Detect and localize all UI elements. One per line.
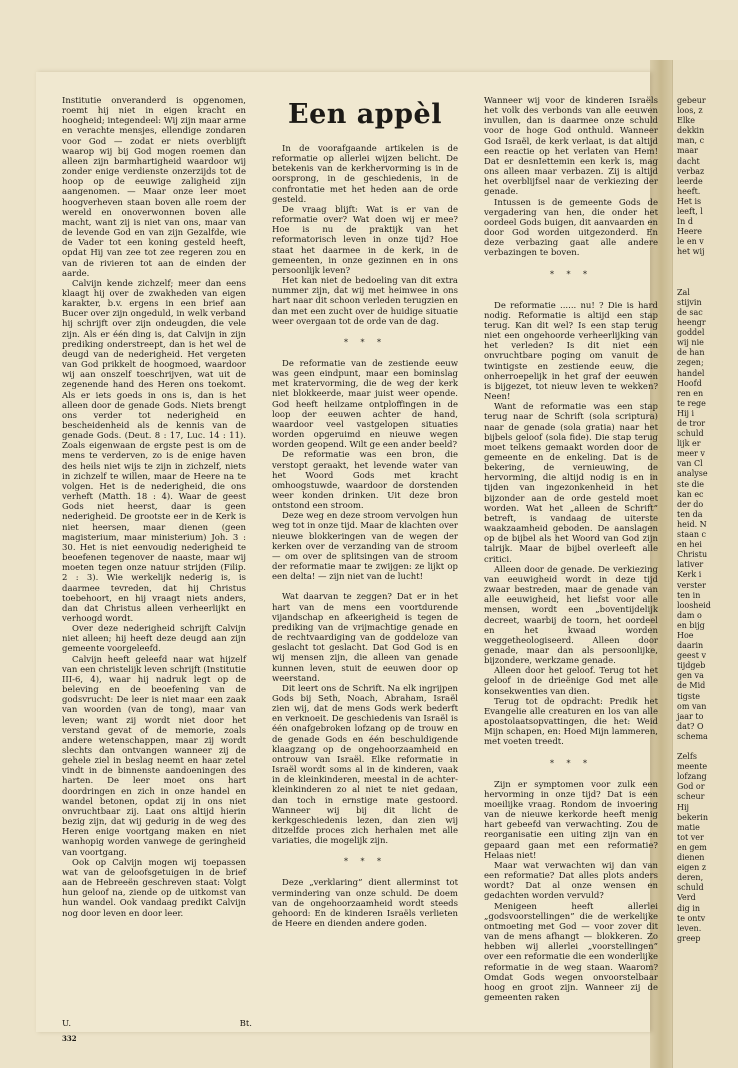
next-page-fragment: leerde [677,176,703,186]
paragraph: De vraag blijft: Wat is er van de reformatie over? Wat doen wij er mee? Hoe is nu de praktijk van het reformatorisch leven in onze tijd? Hoe staat het daarmee in de kerk, in de gemeenten, in onze gezinnen en in ons persoonlijk leven? [272,204,458,276]
next-page-fragment [677,278,738,288]
next-page-fragment: Hoe [677,630,694,640]
next-page-sheet [672,60,738,1068]
paragraph: Institutie onveranderd is opgenomen, roemt hij niet in eigen kracht en hoogheid; integendeel: Wij zijn maar arme en verachte mensjes, ellendige zondaren voor God — zodat er niets overblijft waarop wij bij God mogen roemen dan alleen zijn barmhartigheid waardoor wij zonder enige verdienste onzerzijds tot de hoop op de eeuwige zaligheid zijn aangenomen. — Maar onze leer moet hoogverheven staan boven alle roem der wereld en onoverwonnen boven alle macht, want zij is niet van ons, maar van de levende God en van zijn Gezalfde, wie de Vader tot een koning gesteld heeft, opdat Hij van zee tot zee regeren zou en van de rivieren tot aan de einden der aarde. [62,96,246,279]
next-page-fragment: van Cl [677,459,703,469]
next-page-fragment: verbaz [677,166,705,176]
next-page-fragment: der do [677,499,704,509]
next-page-fragment: de han [677,348,705,358]
paragraph: Calvijn heeft geleefd naar wat hijzelf van een christelijk leven schrijft (Institutie III-6, 4), waar hij nadruk legt op de beleving en de beoefening van de godsvrucht: De leer is niet maar een zaak van woorden (van de tong), maar van leven; want zij wordt niet door het verstand gevat of de memorie, zoals andere wetenschappen, maar zij wordt slechts dan ontvangen wanneer zij de gehele ziel in beslag neemt en haar zetel vindt in de binnenste aandoeningen des harten. De leer moet ons hart doordringen en zich in onze handel en wandel betonen, opdat zij in ons niet onvruchtbaar zij. Laat ons altijd hierin bezig zijn, dat wij gedurig in de weg des Heren enige voortgang maken en niet wanhopig worden vanwege de geringheid van voortgang. [62,654,246,858]
section-divider: * * * [343,337,387,347]
paragraph: Terug tot de opdracht: Predik het Evangelie alle creaturen en los van alle apostolaatsopvattingen, die het: Weid Mijn schapen, en: Hoed Mijn lammeren, met voeten treedt. [484,696,658,748]
next-page-fragment: Het is [677,196,702,206]
next-page-fragment: te rege [677,398,706,408]
next-page-fragment: daarin [677,641,704,651]
section-divider: * * * [343,857,387,867]
next-page-fragment: Zelfs [677,752,697,762]
column-2 [272,96,458,929]
next-page-fragment: le en v [677,237,704,247]
paragraph: In de voorafgaande artikelen is de reformatie op allerlei wijzen belicht. De betekenis van de kerkhervorming is in de oorsprong, in de geschiedenis, in de confrontatie met het heden aan de orde gesteld. [272,144,458,205]
next-page-fragment: Kerk i [677,570,702,580]
next-page-fragment: dam o [677,610,702,620]
next-page-fragment: Zal [677,287,690,297]
paragraph: Alleen door de genade. De verkiezing van eeuwigheid wordt in deze tijd zwaar bestreden, maar de genade van alle eeuwigheid, het liefst voor alle mensen, wordt een „boventijdelijk decreet, waarbij de toorn, het oordeel en het kwaad worden weggetheologiseerd. Alleen door genade, maar dan als persoonlijke, bijzondere, werkzame genade. [484,564,658,667]
next-page-fragment: In d [677,217,693,227]
next-page-fragment: handel [677,368,705,378]
paragraph: Want de reformatie was een stap terug naar de Schrift (sola scriptura) naar de genade (sola gratia) naar het bijbels geloof (sola fide). Die stap terug moet telkens gemaakt worden door de gemeente en de enkeling. Dat is de bekering, de vernieuwing, de hervorming, die altijd nodig is en in tijden van ingezonkenheid in het bijzonder aan de orde gesteld moet worden. Wat het „alleen de Schrift” betreft, is vandaag de uiterste waakzaamheid geboden. De aanslagen op de bijbel als het Woord van God zijn talrijk. Maar de bijbel overleeft alle critici. [484,402,658,565]
next-page-fragment: gebeur [677,96,706,105]
paragraph: Zijn er symptomen voor zulk een hervorming in onze tijd? Dat is een moeilijke vraag. Rondom de invoering van de nieuwe kerkorde heeft menig hart gebeefd van verwachting. Zou de reorganisatie een uiting zijn van en gepaard gaan met een reformatie? Helaas niet! [484,779,658,861]
next-page-fragment: en bijg [677,620,705,630]
next-page-fragment: schuld [677,883,704,893]
next-page-fragment: om van [677,701,707,711]
next-page-text-fragments [673,60,738,944]
next-page-fragment: te ontv [677,913,706,923]
next-page-fragment: dat? O [677,721,704,731]
next-page-fragment: matie [677,822,700,832]
paragraph: Wat daarvan te zeggen? Dat er in het hart van de mens een voortdurende vijandschap en afkeerigheid is tegen de prediking van de vrijmachtige genade en de rechtvaardiging van de goddeloze van geslacht tot geslacht. Dat God God is en wij mensen zijn, die alleen van genade kunnen leven, stuit de eeuwen door op weerstand. [272,592,458,684]
next-page-fragment: jaar to [677,711,704,721]
paragraph: Ook op Calvijn mogen wij toepassen wat van de geloofsgetuigen in de brief aan de Hebreeën geschreven staat: Volgt hun geloof na, ziende op de uitkomst van hun wandel. Ook vandaag predikt Calvijn nog door leven en door leer. [62,857,246,919]
next-page-fragment: ten in [677,590,701,600]
next-page-fragment: zegen; [677,358,704,368]
paragraph: Intussen is de gemeente Gods de vergadering van hen, die onder het oordeel Gods buigen, dit aanvaarden en door God worden uitgezonderd. En deze verbazing gaat alle andere verbazingen te boven. [484,197,658,259]
paragraph: De reformatie ...... nu! ? Die is hard nodig. Reformatie is altijd een stap terug. Kan dit wel? Is een stap terug niet een ongehoorde verheerlijking van het verleden? Is dit niet een onvruchtbare poging om vanuit de twintigste en zestiende eeuw, die onherroepelijk in het graf der eeuwen is bijgezet, tot nieuw leven te wekken? Neen! [484,300,658,403]
next-page-fragment: en gem [677,842,707,852]
next-page-fragment: heengr [677,318,706,328]
next-page-fragment: staan c [677,530,707,540]
next-page-fragment: ste die [677,479,705,489]
next-page-fragment: tijdgeb [677,661,706,671]
next-page-fragment: meer v [677,449,705,459]
next-page-fragment: meente [677,762,708,772]
paragraph: Deze weg en deze stroom vervolgen hun weg tot in onze tijd. Maar de klachten over nieuwe blokkeringen van de wegen der kerken over de verzanding van de stroom — om over de splitsingen van de stroom der reformatie maar te zwijgen: ze lijkt op een delta! — zijn niet van de lucht! [272,511,458,583]
next-page-fragment: Hij i [677,408,695,418]
next-page-fragment: ten da [677,509,703,519]
next-page-fragment: Elke [677,116,695,126]
next-page-fragment: heid. N [677,519,707,529]
next-page-fragment [677,258,738,268]
next-page-fragment: ren en [677,388,704,398]
paragraph: Het kan niet de bedoeling van dit extra nummer zijn, dat wij met heimwee in ons hart naar dit schoon verleden terugzien en dan met een zucht over de huidige situatie weer overgaan tot de orde van de dag. [272,276,458,327]
paragraph: Wanneer wij voor de kinderen Israëls het volk des verbonds van alle eeuwen invullen, dan is daarmee onze schuld voor de hoge God onthuld. Wanneer God Israël, de kerk verlaat, is dat altijd een reactie op het verlaten van Hem! Dat er desnIettemin een kerk is, mag ons alleen maar verbazen. Zij is altijd het overblijfsel naar de verkiezing der genade. [484,96,658,198]
next-page-fragment: de tror [677,419,706,428]
next-page-fragment: wij nie [677,338,704,348]
next-page-fragment [677,268,738,278]
next-page-fragment: lijk er [677,439,701,449]
next-page-fragment: de sac [677,307,703,317]
next-page-fragment: Christu [677,550,708,560]
paragraph: De reformatie was een bron, die verstopt geraakt, het levende water van het Woord Gods met kracht omhoogstuwde, waardoor de dorstenden weer konden drinken. Uit deze bron ontstond een stroom. [272,450,458,512]
section-divider: * * * [549,269,593,279]
next-page-fragment: Hij [677,802,690,812]
next-page-fragment: leeft, l [677,207,703,217]
next-page-fragment [677,742,738,752]
paragraph: Alleen door het geloof. Terug tot het geloof in de drieënige God met alle konsekwenties van dien. [484,666,658,697]
next-page-fragment: eigen z [677,863,707,873]
next-page-fragment: dacht [677,156,700,166]
next-page-fragment: tigste [677,691,700,701]
next-page-fragment: dienen [677,853,705,863]
next-page-fragment: man, c [677,136,705,146]
article-title: Een appèl [288,99,442,130]
next-page-fragment: schuld [677,429,704,439]
next-page-fragment: gen va [677,671,704,681]
next-page-fragment: lativer [677,560,704,570]
next-page-fragment: en hei [677,540,702,550]
next-page-fragment: geest v [677,651,706,661]
column-3 [484,96,658,1003]
next-page-fragment: deren, [677,873,704,883]
next-page-fragment: Hoofd [677,378,702,388]
section-divider: * * * [549,758,593,768]
next-page-fragment: stijvin [677,297,702,307]
next-page-fragment: bekerin [677,812,708,822]
next-page-fragment: analyse [677,469,708,479]
next-page-fragment: de Mid [677,681,706,691]
paragraph: Maar wat verwachten wij dan van een reformatie? Dat alles plots anders wordt? Dat al onze wensen en gedachten worden vervuld? [484,860,658,902]
next-page-fragment: God or [677,782,705,792]
next-page-fragment: schema [677,731,708,741]
next-page-fragment: greep [677,933,701,943]
next-page-fragment: scheur [677,792,705,802]
next-page-fragment: tot ver [677,832,704,842]
next-page-fragment: het wij [677,247,705,257]
next-page-fragment: leven. [677,923,702,933]
paragraph: Over deze nederigheid schrijft Calvijn niet alleen; hij heeft deze deugd aan zijn gemeente voorgeleefd. [62,624,246,655]
page-number: 332 [62,1034,77,1043]
next-page-fragment: verster [677,580,706,590]
next-page-fragment: maar [677,146,698,156]
next-page-fragment: Heere [677,227,703,237]
paragraph: Menigeen heeft allerlei „godsvoorstellingen” die de werkelijke ontmoeting met God — voor zover dit van de mens afhangt — blokkeren. Zo hebben wij allerlei „voorstellingen” over een reformatie die een wonderlijke reformatie in de weg staan. Waarom? Omdat Gods wegen onvoorstelbaar hoog en groot zijn. Wanneer zij de gemeenten raken [484,901,658,1003]
next-page-fragment: heeft. [677,186,701,196]
paragraph: Deze „verklaring” dient allerminst tot vermindering van onze schuld. De doem van de ongehoorzaamheid wordt steeds gehoord: En de kinderen Israëls verlieten de Heere en dienden andere goden. [272,878,458,930]
next-page-fragment: loos, z [677,106,703,116]
author-initials [62,1019,252,1029]
next-page-fragment: Verd [677,893,696,903]
initials-right: Bt. [239,1019,252,1029]
paragraph: Calvijn kende zichzelf; meer dan eens klaagt hij over de zwakheden van eigen karakter, b.v. ergens in een brief aan Bucer over zijn ongeduld, in welk verband hij schrijft over zijn ondeugden, die vele zijn. Als er één ding is, dat Calvijn in zijn prediking onderstreept, dan is het wel de deugd van de nederigheid. Het vergeten van God prikkelt de hoogmoed, waardoor wij aan onszelf toeschrijven, wat uit de zegenende hand des Heren ons toekomt. Als er iets goeds in ons is, dan is het alleen door de genade Gods. Niets brengt ons verder tot nederigheid en bescheidenheid als de kennis van de genade Gods. (Deut. 8 : 17, Luc. 14 : 11). Zoals eigenwaan de ergste pest is om de mens te verderven, zo is de enige haven des heils niet wijs te zijn in zichzelf, niets in zichzelf te willen, maar de Heere na te volgen. Het is de nederigheid, die ons verheft (Matth. 18 : 4). Waar de geest Gods niet heerst, daar is geen nederigheid. De grootste eer in de Kerk is niet heersen, maar dienen (geen magisterium, maar ministerium) Joh. 3 : 30. Het is niet eenvoudig nederigheid te beoefenen tegenover de naaste, maar wij moeten tegen onze natuur strijden (Filip. 2 : 3). Wie werkelijk nederig is, is daarmee tevreden, dat hij Christus toebehoort, en hij vraagt niets anders, dan dat Christus alleen verheerlijkt en verhoogd wordt. [62,278,246,624]
next-page-fragment: goddel [677,328,705,338]
paragraph: Dit leert ons de Schrift. Na elk ingrijpen Gods bij Seth, Noach, Abraham, Israël zien wij, dat de mens Gods werk bederft en verknoeit. De geschiedenis van Israël is één onafgebroken lofzang op de trouw en de genade Gods en één beschuldigende klaagzang op de ongehoorzaamheid en ontrouw van Israël. Elke reformatie in Israël wordt soms al in de kinderen, vaak in de kleinkinderen, meestal in de achter-kleinkinderen zo al niet te niet gedaan, dan toch in ernstige mate gestoord. Wanneer wij bij dit licht de kerkgeschiedenis lezen, dan zien wij ditzelfde proces zich herhalen met alle variaties, die mogelijk zijn. [272,683,458,847]
next-page-fragment: lofzang [677,772,707,782]
initials-left: U. [62,1019,72,1029]
next-page-fragment: kan ec [677,489,704,499]
next-page-fragment: loosheid [677,600,711,610]
column-1 [62,96,246,919]
next-page-fragment: dekkin [677,126,705,136]
next-page-fragment: dig in [677,903,701,913]
paragraph: De reformatie van de zestiende eeuw was geen eindpunt, maar een bominslag met kratervorming, die de weg der kerk niet blokkeerde, maar juist weer opende. God heeft heilzame ontploffingen in de loop der eeuwen achter de hand, waardoor veel vastgelopen situaties worden opgeruimd en nieuwe wegen worden geopend. Wilt ge een ander beeld? [272,358,458,451]
